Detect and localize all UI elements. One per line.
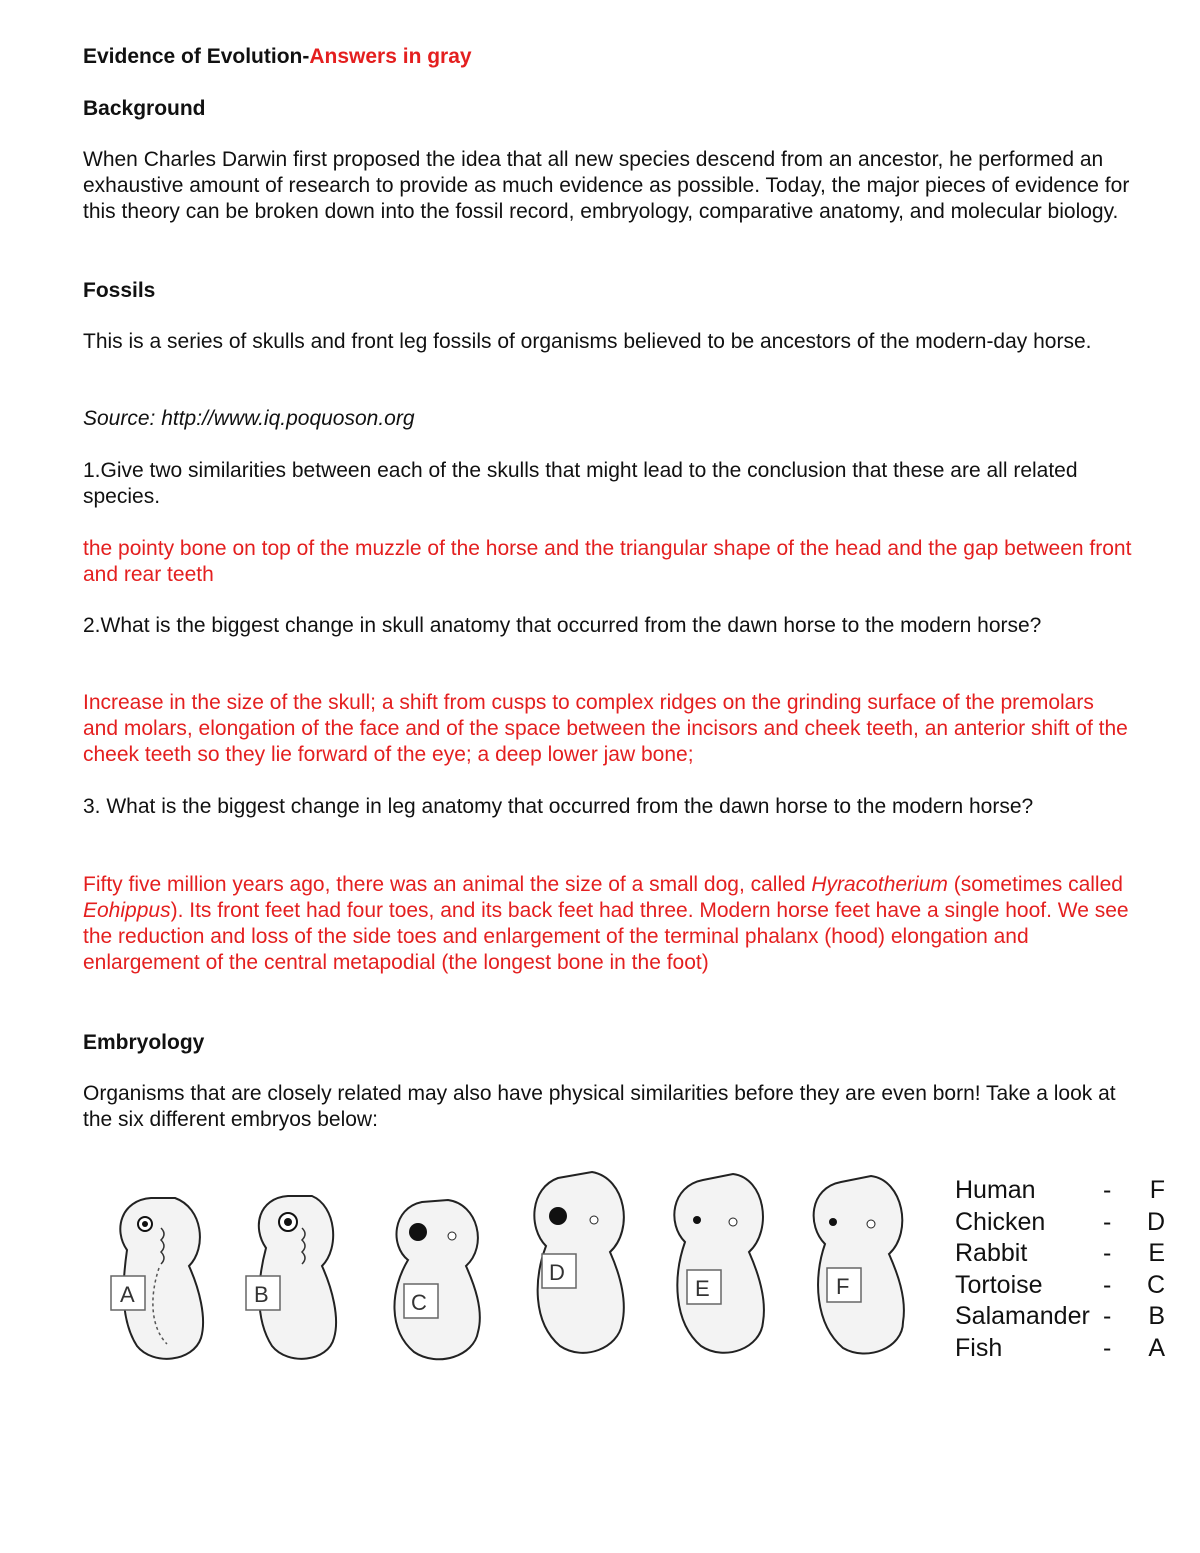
key-animal: Tortoise bbox=[955, 1270, 1043, 1299]
embryo-e bbox=[653, 1162, 793, 1367]
key-row: Tortoise - C bbox=[955, 1270, 1165, 1302]
answer-3-part2: (sometimes called bbox=[947, 873, 1123, 896]
question-1: 1.Give two similarities between each of the skulls that might lead to the conclusion that these are all related species. bbox=[83, 459, 1078, 508]
embryo-label-a: A bbox=[120, 1282, 135, 1307]
key-animal: Fish bbox=[955, 1333, 1003, 1362]
key-row: Chicken - D bbox=[955, 1207, 1165, 1239]
key-row: Rabbit - E bbox=[955, 1238, 1165, 1270]
title-highlight: Answers in gray bbox=[309, 45, 472, 68]
answer-3-part3: ). Its front feet had four toes, and its back feet had three. Modern horse feet have a single hoof. We see the reduction and loss of the side toes and enlargement of the terminal phalanx (hood) elongation and enlargement of the central metapodial (the longest bone in the foot) bbox=[83, 899, 1129, 974]
key-row: Fish - A bbox=[955, 1333, 1165, 1365]
embryo-label-e: E bbox=[695, 1276, 710, 1301]
answer-2: Increase in the size of the skull; a shift from cusps to complex ridges on the grinding surface of the premolars and molars, elongation of the face and of the space between the incisors and cheek teeth, an anterior shift of the cheek teeth so they lie forward of the eye; a deep lower jaw bone; bbox=[83, 691, 1128, 766]
answer-3 bbox=[83, 872, 1133, 976]
key-row: Salamander - B bbox=[955, 1301, 1165, 1333]
embryo-f bbox=[793, 1164, 933, 1369]
embryo-a bbox=[103, 1178, 228, 1368]
embryo-c bbox=[378, 1180, 508, 1370]
answer-3-italic1: Hyracotherium bbox=[811, 873, 948, 896]
key-letter: A bbox=[1148, 1333, 1165, 1362]
embryology-heading: Embryology bbox=[83, 1031, 205, 1054]
key-row: Human - F bbox=[955, 1175, 1165, 1207]
embryo-label-b: B bbox=[254, 1282, 269, 1307]
embryo-label-d: D bbox=[549, 1260, 565, 1285]
question-2: 2.What is the biggest change in skull anatomy that occurred from the dawn horse to the modern horse? bbox=[83, 614, 1042, 637]
question-3: 3. What is the biggest change in leg anatomy that occurred from the dawn horse to the modern horse? bbox=[83, 795, 1034, 818]
fossils-heading: Fossils bbox=[83, 279, 156, 302]
embryo-d bbox=[518, 1158, 653, 1368]
key-letter: B bbox=[1148, 1302, 1165, 1331]
answer-3-part1: Fifty five million years ago, there was an animal the size of a small dog, called bbox=[83, 873, 812, 896]
key-letter: E bbox=[1148, 1239, 1165, 1268]
key-letter: C bbox=[1146, 1270, 1165, 1299]
page-title bbox=[83, 44, 472, 70]
key-animal: Salamander bbox=[955, 1302, 1090, 1331]
key-animal: Chicken bbox=[955, 1207, 1046, 1236]
background-text: When Charles Darwin first proposed the idea that all new species descend from an ancestor, he performed an exhaustive amount of research to provide as much evidence as possible. Today, the major pieces of evidence for this theory can be broken down into the fossil record, embryology, comparative anatomy, and molecular biology. bbox=[83, 148, 1130, 223]
embryo-b bbox=[236, 1178, 361, 1368]
embryology-text: Organisms that are closely related may also have physical similarities before they are even born! Take a look at the six different embryos below: bbox=[83, 1082, 1116, 1131]
answer-3-italic2: Eohippus bbox=[83, 899, 171, 922]
embryo-illustrations bbox=[83, 1158, 943, 1368]
title-main: Evidence of Evolution- bbox=[83, 45, 310, 68]
fossils-intro: This is a series of skulls and front leg fossils of organisms believed to be ancestors of the modern-day horse. bbox=[83, 330, 1092, 353]
key-letter: D bbox=[1146, 1207, 1165, 1236]
key-letter: F bbox=[1149, 1176, 1165, 1204]
embryo-answer-key bbox=[955, 1175, 1165, 1365]
embryo-label-c: C bbox=[411, 1290, 427, 1315]
answer-1: the pointy bone on top of the muzzle of the horse and the triangular shape of the head and the gap between front and rear teeth bbox=[83, 537, 1132, 586]
embryo-label-f: F bbox=[836, 1274, 850, 1299]
key-animal: Rabbit bbox=[955, 1239, 1028, 1268]
fossils-source: Source: http://www.iq.poquoson.org bbox=[83, 407, 415, 430]
background-heading: Background bbox=[83, 97, 206, 120]
key-animal: Human bbox=[955, 1176, 1036, 1204]
